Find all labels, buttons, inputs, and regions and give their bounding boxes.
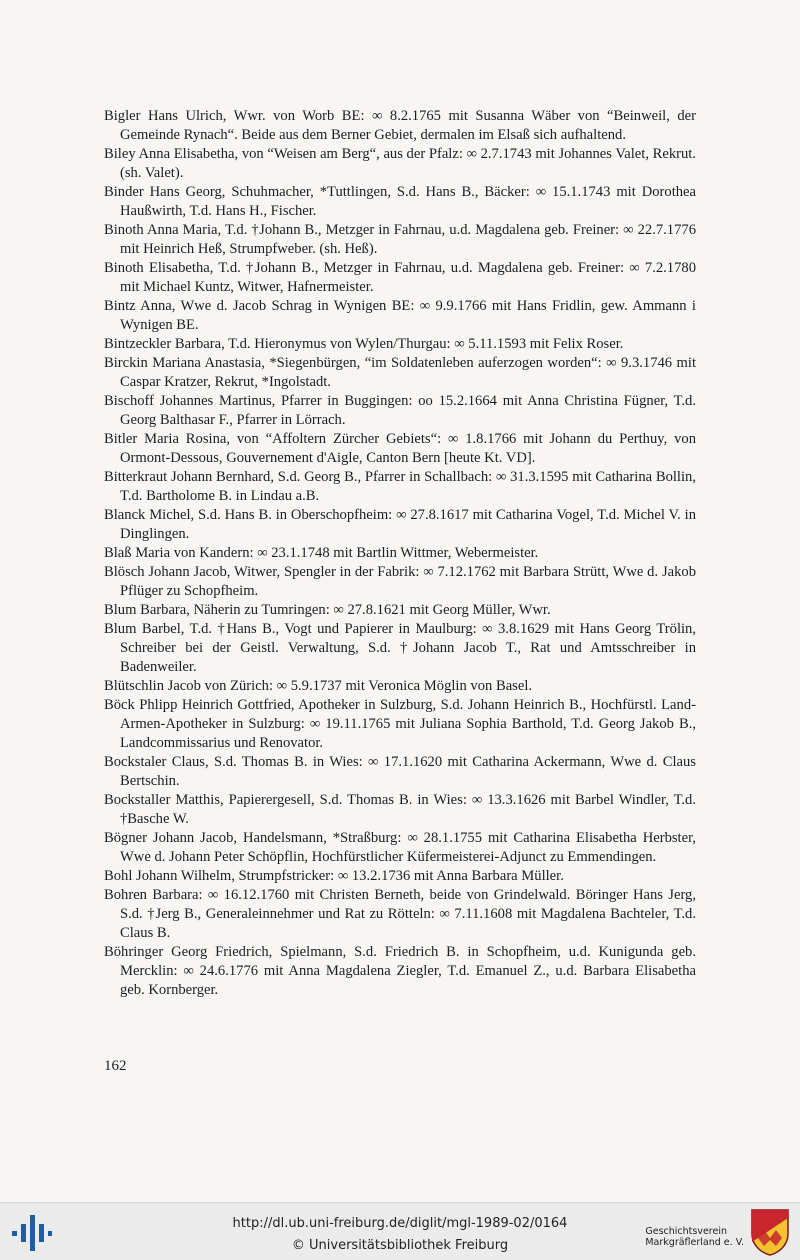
register-entry: Bigler Hans Ulrich, Wwr. von Worb BE: ∞ 8.2.1765 mit Susanna Wäber von “Beinweil, der Gemeinde Rynach“. Beide aus dem Berner Gebiet, dermalen im Elsaß sich aufhaltend. — [104, 108, 696, 143]
register-entry: Biley Anna Elisabetha, von “Weisen am Berg“, aus der Pfalz: ∞ 2.7.1743 mit Johannes Valet, Rekrut. (sh. Valet). — [104, 146, 696, 181]
register-entry: Bockstaler Claus, S.d. Thomas B. in Wies: ∞ 17.1.1620 mit Catharina Ackermann, Wwe d. Claus Bertschin. — [104, 754, 696, 789]
society-name — [645, 1226, 744, 1248]
register-entry: Binoth Anna Maria, T.d. †Johann B., Metzger in Fahrnau, u.d. Magdalena geb. Freiner: ∞ 22.7.1776 mit Heinrich Heß, Strumpfweber. (sh. Heß). — [104, 222, 696, 257]
register-entry: Blösch Johann Jacob, Witwer, Spengler in der Fabrik: ∞ 7.12.1762 mit Barbara Strütt, Wwe d. Jakob Pflüger zu Schopfheim. — [104, 564, 696, 599]
society-crest-icon[interactable] — [750, 1208, 790, 1256]
register-entry: Blum Barbel, T.d. †Hans B., Vogt und Papierer in Maulburg: ∞ 3.8.1629 mit Hans Georg Trölin, Schreiber bei der Geistl. Verwaltung, S.d. †Johann Jacob T., Rat und Amtsschreiber in Badenweiler. — [104, 621, 696, 675]
viewer-footer — [0, 1202, 800, 1260]
register-entry: Bintzeckler Barbara, T.d. Hieronymus von Wylen/Thurgau: ∞ 5.11.1593 mit Felix Roser. — [104, 336, 624, 352]
register-entries — [104, 107, 696, 1000]
register-entry: Bögner Johann Jacob, Handelsmann, *Straßburg: ∞ 28.1.1755 mit Catharina Elisabetha Herbster, Wwe d. Johann Peter Schöpflin, Hochfürstlicher Küfermeisterei-Adjunct zu Emmendingen. — [104, 830, 696, 865]
copyright-notice: © Universitätsbibliothek Freiburg — [291, 1238, 509, 1253]
register-entry: Bitler Maria Rosina, von “Affoltern Zürcher Gebiets“: ∞ 1.8.1766 mit Johann du Perthuy, von Ormont-Dessous, Gouvernement d'Aigle, Canton Bern [heute Kt. VD]. — [104, 431, 696, 466]
page-number: 162 — [104, 1058, 127, 1074]
register-entry: Blaß Maria von Kandern: ∞ 23.1.1748 mit Bartlin Wittmer, Webermeister. — [104, 545, 539, 561]
register-entry: Blum Barbara, Näherin zu Tumringen: ∞ 27.8.1621 mit Georg Müller, Wwr. — [104, 602, 551, 618]
register-entry: Böhringer Georg Friedrich, Spielmann, S.d. Friedrich B. in Schopfheim, u.d. Kunigunda geb. Mercklin: ∞ 24.6.1776 mit Anna Magdalena Ziegler, T.d. Emanuel Z., u.d. Barbara Elisabetha geb. Kornberger. — [104, 944, 696, 998]
permalink-url[interactable]: http://dl.ub.uni-freiburg.de/diglit/mgl-1989-02/0164 — [232, 1216, 568, 1231]
register-entry: Birckin Mariana Anastasia, *Siegenbürgen, “im Soldatenleben auferzogen worden“: ∞ 9.3.1746 mit Caspar Kratzer, Rekrut, *Ingolstadt. — [104, 355, 696, 390]
register-entry: Bischoff Johannes Martinus, Pfarrer in Buggingen: oo 15.2.1664 mit Anna Christina Fügner, T.d. Georg Balthasar F., Pfarrer in Lörrach. — [104, 393, 696, 428]
register-entry: Bintz Anna, Wwe d. Jacob Schrag in Wynigen BE: ∞ 9.9.1766 mit Hans Fridlin, gew. Ammann i Wynigen BE. — [104, 298, 696, 333]
register-entry: Bohren Barbara: ∞ 16.12.1760 mit Christen Berneth, beide von Grindelwald. Böringer Hans Jerg, S.d. †Jerg B., Generaleinnehmer und Rat zu Rötteln: ∞ 7.11.1608 mit Magdalena Bachteler, T.d. Claus B. — [104, 887, 696, 941]
library-logo-icon[interactable] — [12, 1211, 52, 1255]
register-entry: Blütschlin Jacob von Zürich: ∞ 5.9.1737 mit Veronica Möglin von Basel. — [104, 678, 533, 694]
register-entry: Bockstaller Matthis, Papierergesell, S.d. Thomas B. in Wies: ∞ 13.3.1626 mit Barbel Windler, T.d. †Basche W. — [104, 792, 696, 827]
register-entry: Bitterkraut Johann Bernhard, S.d. Georg B., Pfarrer in Schallbach: ∞ 31.3.1595 mit Catharina Bollin, T.d. Bartholome B. in Lindau a.B. — [104, 469, 696, 504]
register-entry: Blanck Michel, S.d. Hans B. in Oberschopfheim: ∞ 27.8.1617 mit Catharina Vogel, T.d. Michel V. in Dinglingen. — [104, 507, 696, 542]
register-entry: Bohl Johann Wilhelm, Strumpfstricker: ∞ 13.2.1736 mit Anna Barbara Müller. — [104, 868, 564, 884]
society-name-line: Markgräflerland e. V. — [645, 1237, 744, 1248]
register-entry: Böck Phlipp Heinrich Gottfried, Apotheker in Sulzburg, S.d. Johann Heinrich B., Hochfürstl. Land-Armen-Apotheker in Sulzburg: ∞ 19.11.1765 mit Juliana Sophia Barthold, T.d. Georg Jakob B., Landcommissarius und Renovator. — [104, 697, 696, 751]
register-entry: Binoth Elisabetha, T.d. †Johann B., Metzger in Fahrnau, u.d. Magdalena geb. Freiner: ∞ 7.2.1780 mit Michael Kuntz, Witwer, Hafnermeister. — [104, 260, 696, 295]
society-name-line: Geschichtsverein — [645, 1226, 727, 1237]
register-entry: Binder Hans Georg, Schuhmacher, *Tuttlingen, S.d. Hans B., Bäcker: ∞ 15.1.1743 mit Dorothea Haußwirth, T.d. Hans H., Fischer. — [104, 184, 696, 219]
